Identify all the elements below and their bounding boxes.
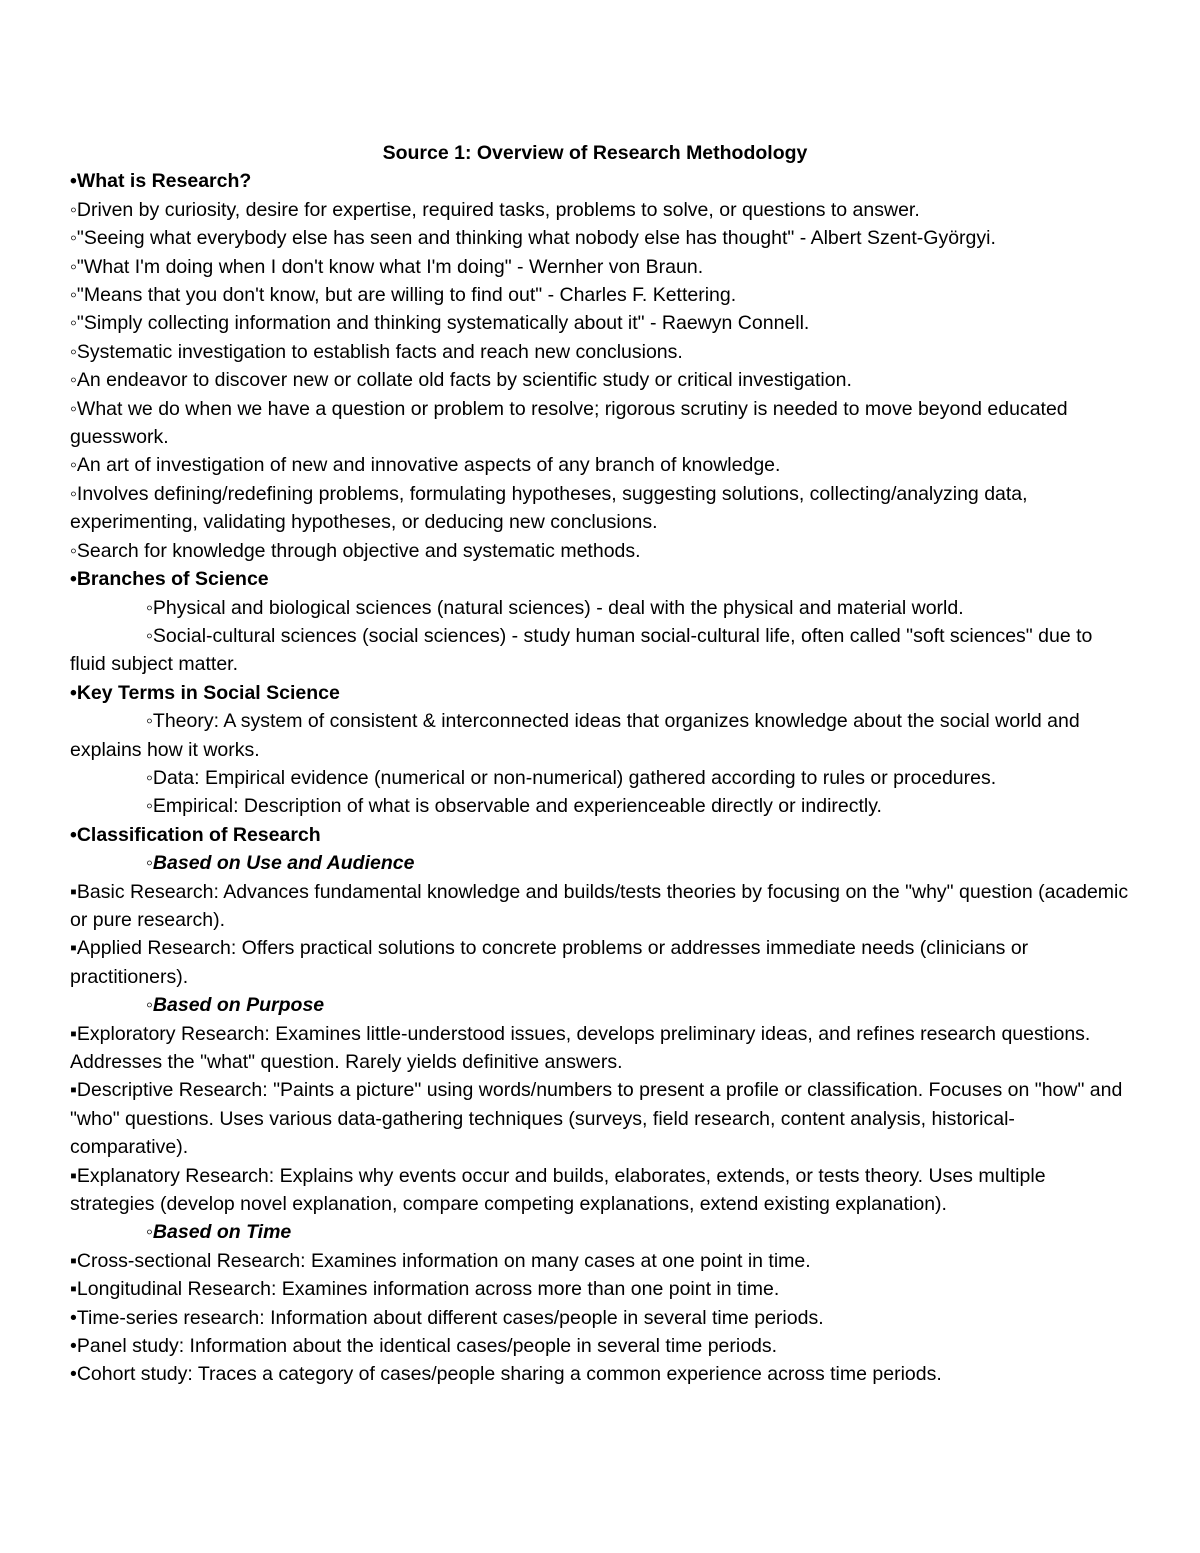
- list-item: ◦What we do when we have a question or problem to resolve; rigorous scrutiny is needed to move beyond educated guesswork.: [70, 397, 1068, 449]
- document-title: Source 1: Overview of Research Methodology: [382, 142, 808, 164]
- list-item: •Cohort study: Traces a category of cases/people sharing a common experience across time periods.: [70, 1363, 942, 1386]
- subsection-heading: [70, 849, 1132, 877]
- list-item: ◦An art of investigation of new and innovative aspects of any branch of knowledge.: [70, 454, 781, 477]
- subsection-title: Based on Time: [152, 1221, 292, 1244]
- list-item: ▪Cross-sectional Research: Examines information on many cases at one point in time.: [70, 1249, 811, 1272]
- list-item: ▪Longitudinal Research: Examines information across more than one point in time.: [70, 1278, 780, 1301]
- section-classification: [70, 821, 1132, 1389]
- section-heading: •What is Research?: [70, 170, 252, 193]
- list-item: ◦An endeavor to discover new or collate old facts by scientific study or critical investigation.: [70, 369, 852, 392]
- list-item: ◦Systematic investigation to establish facts and reach new conclusions.: [70, 340, 683, 363]
- list-item: ▪Basic Research: Advances fundamental knowledge and builds/tests theories by focusing on the "why" question (academic or pure research).: [70, 880, 1129, 931]
- list-item: ◦"Means that you don't know, but are willing to find out" - Charles F. Kettering.: [70, 284, 737, 307]
- section-heading: •Branches of Science: [70, 568, 269, 591]
- list-item: ◦"Seeing what everybody else has seen and thinking what nobody else has thought" - Albert Szent-Györgyi.: [70, 227, 996, 250]
- list-item: ◦"What I'm doing when I don't know what I'm doing" - Wernher von Braun.: [70, 255, 704, 278]
- list-item: •Time-series research: Information about different cases/people in several time periods.: [70, 1306, 824, 1329]
- list-item: ◦Driven by curiosity, desire for expertise, required tasks, problems to solve, or questions to answer.: [70, 198, 920, 221]
- list-item: ▪Applied Research: Offers practical solutions to concrete problems or addresses immediate needs (clinicians or practitioners).: [70, 937, 1029, 988]
- sub-bullet: ◦: [146, 994, 153, 1017]
- section-what-is-research: [70, 167, 1132, 565]
- section-heading: •Key Terms in Social Science: [70, 681, 340, 704]
- list-item: ◦Physical and biological sciences (natural sciences) - deal with the physical and material world.: [146, 596, 964, 619]
- list-item: ◦"Simply collecting information and thinking systematically about it" - Raewyn Connell.: [70, 312, 810, 335]
- subsection-heading: [70, 991, 1132, 1019]
- list-item: •Panel study: Information about the identical cases/people in several time periods.: [70, 1335, 778, 1358]
- list-item: ▪Descriptive Research: "Paints a picture" using words/numbers to present a profile or classification. Focuses on "how" and "who" questions. Uses various data-gathering techniques (surveys, field research, content analysis, historical-comparative).: [70, 1079, 1123, 1159]
- sub-bullet: ◦: [146, 852, 153, 875]
- sub-bullet: ◦: [146, 1221, 153, 1244]
- list-item: ▪Explanatory Research: Explains why events occur and builds, elaborates, extends, or tests theory. Uses multiple strategies (develop novel explanation, compare competing explanations, extend existing explanation).: [70, 1164, 1046, 1216]
- section-key-terms: [70, 679, 1132, 821]
- list-item: ◦Data: Empirical evidence (numerical or non-numerical) gathered according to rules or procedures.: [146, 766, 997, 789]
- subsection-title: Based on Purpose: [152, 994, 325, 1017]
- subsection-title: Based on Use and Audience: [152, 852, 415, 875]
- list-item: ◦Involves defining/redefining problems, formulating hypotheses, suggesting solutions, collecting/analyzing data, experimenting, validating hypotheses, or deducing new conclusions.: [70, 482, 1028, 534]
- list-item: ◦Theory: A system of consistent & interconnected ideas that organizes knowledge about the social world and explains how it works.: [70, 710, 1080, 761]
- list-item: ◦Empirical: Description of what is observable and experienceable directly or indirectly.: [146, 795, 882, 818]
- section-branches-of-science: [70, 565, 1132, 679]
- document-page: [70, 139, 1132, 1389]
- section-heading: •Classification of Research: [70, 823, 321, 846]
- list-item: ▪Exploratory Research: Examines little-understood issues, develops preliminary ideas, and refines research questions. Addresses the "what" question. Rarely yields definitive answers.: [70, 1022, 1091, 1073]
- list-item: ◦Social-cultural sciences (social sciences) - study human social-cultural life, often called "soft sciences" due to fluid subject matter.: [70, 624, 1093, 676]
- subsection-heading: [70, 1218, 1132, 1246]
- list-item: ◦Search for knowledge through objective and systematic methods.: [70, 539, 641, 562]
